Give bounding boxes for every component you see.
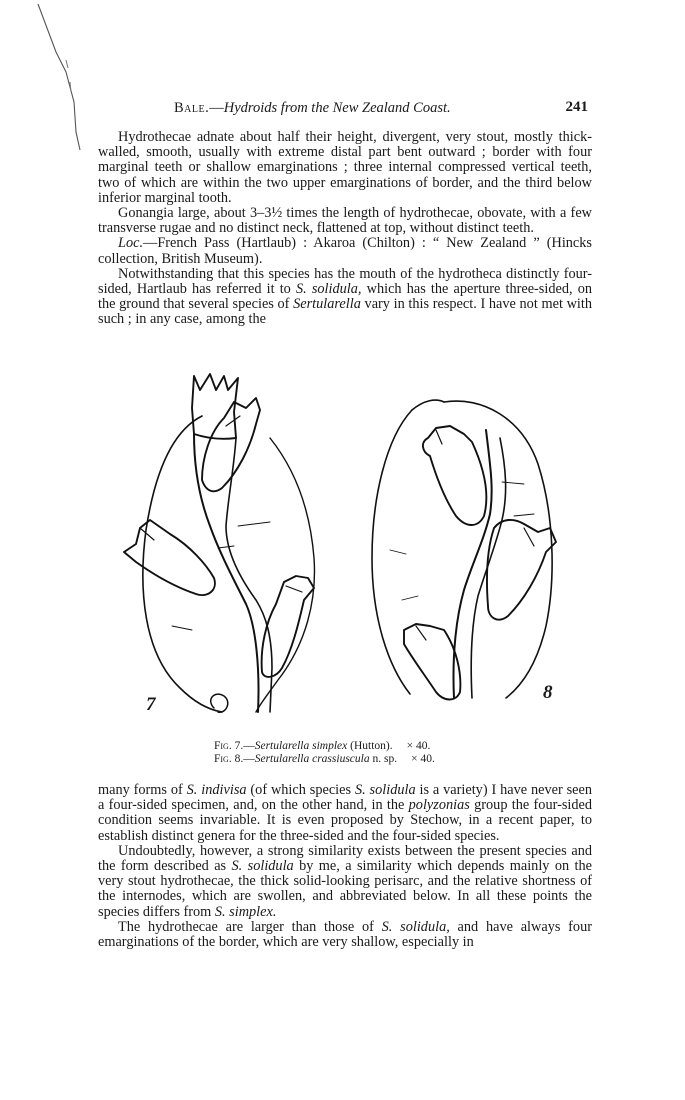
figure-7-label: 7 [146,694,156,715]
running-header [98,96,598,118]
fig7-gonangium-right [256,438,314,712]
text-span: group the four-sided condition seems invariable. It is even proposed by Stechow, in a recent paper, to establish distinct genera for the three-sided and the four-sided species. [98,797,593,844]
figure-8-label: 8 [543,682,553,703]
text-span: is a variety) I have never seen a four-sided specimen, and, on the other hand, in the [98,782,592,814]
text-span: The hydrothecae are larger than those of [118,918,382,935]
caption-magnification: × 40. [406,740,431,752]
paragraph-gonangia: Gonangia large, about 3–3½ times the length of hydrothecae, obovate, with a few transverse rugae and no distinct neck, flattened at top, without distinct teeth. [98,205,592,237]
figure-captions [214,740,514,766]
caption-authority: (Hutton). [347,740,393,752]
text-span: by me, a similarity which depends mainly on the very stout hydrothecae, the thick solid-looking perisarc, and the relative shortness of the internodes, which are swollen, and abbreviated below. In all these points the species differs from [98,858,592,920]
paragraph-larger [98,920,592,950]
caption-species-name: Sertularella crassiuscula [254,753,370,765]
text-span: many forms of [98,782,187,798]
figure-illustration [110,368,580,740]
fig7-gonangium-outline [143,416,222,712]
species-name: S. solidula, [381,918,450,935]
paragraph-notwithstanding [98,267,592,328]
text-span: and have always four emarginations of the border, which are very shallow, especially in [98,918,592,951]
caption-fig7 [214,740,514,753]
hydroid-drawings [110,368,580,740]
caption-authority: n. sp. [369,753,398,765]
species-name: S. solidula [354,782,416,798]
fig7-hydrotheca-1 [202,398,260,491]
page-number: 241 [565,99,588,115]
paragraph-description: Hydrothecae adnate about half their height, divergent, very stout, mostly thick-walled, smooth, usually with extreme distal part bent outward ; border with four marginal teeth or shallow emarginations ; three internal compressed vertical teeth, two of which are within the two upper emarginations of border, and the third below inferior marginal tooth. [98,129,592,206]
header-author: Bale. [174,100,210,116]
species-name: S. indivisa [186,782,247,798]
text-span: vary in this respect. I have not met with such ; in any case, among the [98,296,592,328]
locality-label: Loc. [118,235,144,252]
locality-text: —French Pass (Hartlaub) : Akaroa (Chilton) : “ New Zealand ” (Hincks collection, British Museum). [98,235,592,267]
caption-magnification: × 40. [411,753,435,765]
fig8-gonangium-right [444,401,552,698]
fig8-hydrotheca-3 [404,624,460,700]
running-head [174,100,451,117]
caption-prefix: Fig. 7. [214,740,244,752]
caption-species-name: Sertularella simplex [254,740,348,752]
paragraph-locality [98,236,592,266]
text-span: (of which species [246,782,355,798]
fig8-gonangium-outline [372,410,412,694]
fig8-stem [453,430,491,698]
caption-fig8 [214,753,514,766]
fig8-hydrotheca-1 [423,426,486,525]
caption-dash: — [243,753,255,765]
header-separator: — [209,100,224,116]
text-span: Undoubtedly, however, a strong similarity exists between the present species and the form described as [98,842,592,875]
paragraph-many-forms [98,783,592,844]
text-block-bottom [98,783,592,950]
paragraph-undoubtedly [98,844,592,920]
text-block-top [98,130,592,328]
caption-prefix: Fig. 8. [214,753,244,765]
group-name: polyzonias [408,797,470,814]
text-span: Notwithstanding that this species has the mouth of the hydrotheca distinctly four-sided, Hartlaub has referred it to [98,265,592,298]
text-span: which has the aperture three-sided, on the ground that several species of [98,281,592,313]
fig7-stem [194,434,259,712]
species-name: S. solidula [231,858,294,875]
species-name: S. simplex. [214,903,277,920]
fig7-hydrotheca-2 [124,520,215,595]
species-name: S. solidula, [295,281,362,298]
caption-dash: — [243,740,255,752]
header-title: Hydroids from the New Zealand Coast. [223,100,451,116]
genus-name: Sertularella [293,296,361,313]
